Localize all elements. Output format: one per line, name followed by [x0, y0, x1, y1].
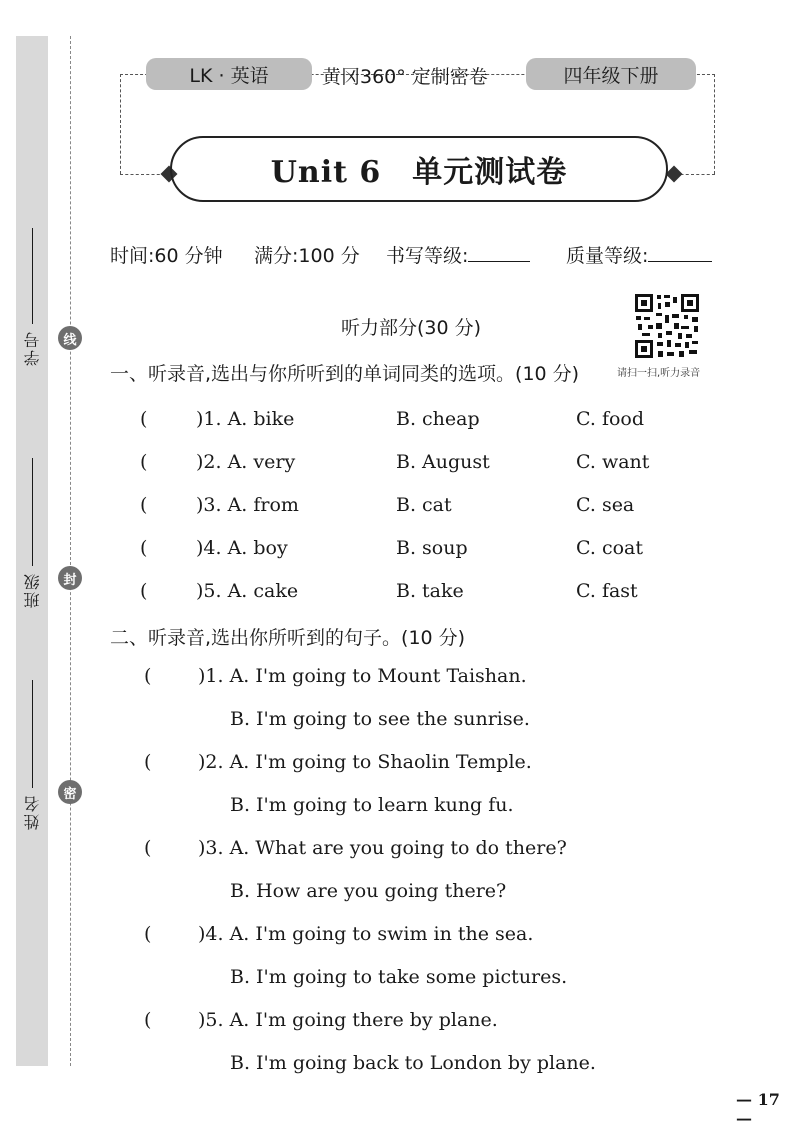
s1-item-2-paren[interactable]: (: [140, 451, 148, 473]
s1-item-1-paren[interactable]: (: [140, 408, 148, 430]
section2-heading: 二、听录音,选出你所听到的句子。(10 分): [110, 627, 466, 649]
cut-line: [70, 36, 71, 1066]
s2-item-5-paren[interactable]: (: [144, 1009, 152, 1031]
name-field: [20, 680, 44, 830]
s1-item-5-option-c: C. fast: [576, 580, 638, 602]
brand-title: 黄冈360° 定制密卷: [322, 66, 488, 88]
listening-part-heading: 听力部分(30 分): [341, 317, 482, 339]
qr-caption: 请扫一扫,听力录音: [617, 368, 701, 379]
s2-item-3-paren[interactable]: (: [144, 837, 152, 859]
s1-item-3-option-c: C. sea: [576, 494, 635, 516]
unit-title: Unit 6 单元测试卷: [270, 155, 568, 190]
s2-item-4-option-a: )4. A. I'm going to swim in the sea.: [198, 923, 534, 945]
time-limit: 时间:60 分钟: [110, 245, 223, 267]
s1-item-4-option-b: B. soup: [396, 537, 468, 559]
class-field: [20, 458, 44, 608]
section1-heading: 一、听录音,选出与你所听到的单词同类的选项。(10 分): [110, 363, 580, 385]
s1-item-1-option-b: B. cheap: [396, 408, 480, 430]
s1-item-2-option-c: C. want: [576, 451, 650, 473]
s1-item-4-paren[interactable]: (: [140, 537, 148, 559]
s2-item-4-paren[interactable]: (: [144, 923, 152, 945]
quality-grade: [566, 241, 712, 268]
s2-item-5-option-b: B. I'm going back to London by plane.: [230, 1052, 596, 1074]
student-id-label: 学号: [22, 330, 42, 366]
s1-item-5-option-b: B. take: [396, 580, 464, 602]
quality-grade-label: 质量等级:: [566, 245, 649, 267]
s2-item-2-option-a: )2. A. I'm going to Shaolin Temple.: [198, 751, 532, 773]
header-frame-left: [120, 74, 121, 174]
s2-item-3-option-a: )3. A. What are you going to do there?: [198, 837, 567, 859]
seal-seal-icon: 封: [58, 566, 82, 590]
page-number: — 17 —: [736, 1090, 780, 1128]
s1-item-3-paren[interactable]: (: [140, 494, 148, 516]
s1-item-5-paren[interactable]: (: [140, 580, 148, 602]
s2-item-2-option-b: B. I'm going to learn kung fu.: [230, 794, 514, 816]
qr-code-icon[interactable]: [634, 293, 700, 359]
s2-item-2-paren[interactable]: (: [144, 751, 152, 773]
diamond-right-icon: [666, 166, 683, 183]
title-frame: [170, 136, 668, 202]
full-score: 满分:100 分: [254, 245, 360, 267]
s2-item-1-paren[interactable]: (: [144, 665, 152, 687]
s1-item-5-option-a: )5. A. cake: [196, 580, 299, 602]
seal-line-icon: 线: [58, 326, 82, 350]
s2-item-1-option-b: B. I'm going to see the sunrise.: [230, 708, 530, 730]
s1-item-3-option-a: )3. A. from: [196, 494, 299, 516]
s1-item-1-option-c: C. food: [576, 408, 645, 430]
s2-item-4-option-b: B. I'm going to take some pictures.: [230, 966, 568, 988]
writing-grade-label: 书写等级:: [386, 245, 469, 267]
writing-grade: [386, 241, 530, 268]
s1-item-2-option-a: )2. A. very: [196, 451, 296, 473]
writing-grade-blank[interactable]: [468, 243, 530, 262]
s2-item-1-option-a: )1. A. I'm going to Mount Taishan.: [198, 665, 527, 687]
header-frame-right: [714, 74, 715, 174]
s2-item-5-option-a: )5. A. I'm going there by plane.: [198, 1009, 498, 1031]
quality-grade-blank[interactable]: [648, 243, 712, 262]
grade-pill: 四年级下册: [526, 58, 696, 90]
header-frame-bottom-left: [120, 174, 165, 175]
s1-item-4-option-a: )4. A. boy: [196, 537, 288, 559]
name-label: 姓名: [22, 794, 42, 830]
subject-pill: LK · 英语: [146, 58, 312, 90]
s2-item-3-option-b: B. How are you going there?: [230, 880, 507, 902]
class-label: 班级: [22, 572, 42, 608]
s1-item-3-option-b: B. cat: [396, 494, 452, 516]
s1-item-4-option-c: C. coat: [576, 537, 643, 559]
s1-item-2-option-b: B. August: [396, 451, 490, 473]
s1-item-1-option-a: )1. A. bike: [196, 408, 295, 430]
seal-secret-icon: 密: [58, 780, 82, 804]
student-id-field: [20, 228, 44, 366]
